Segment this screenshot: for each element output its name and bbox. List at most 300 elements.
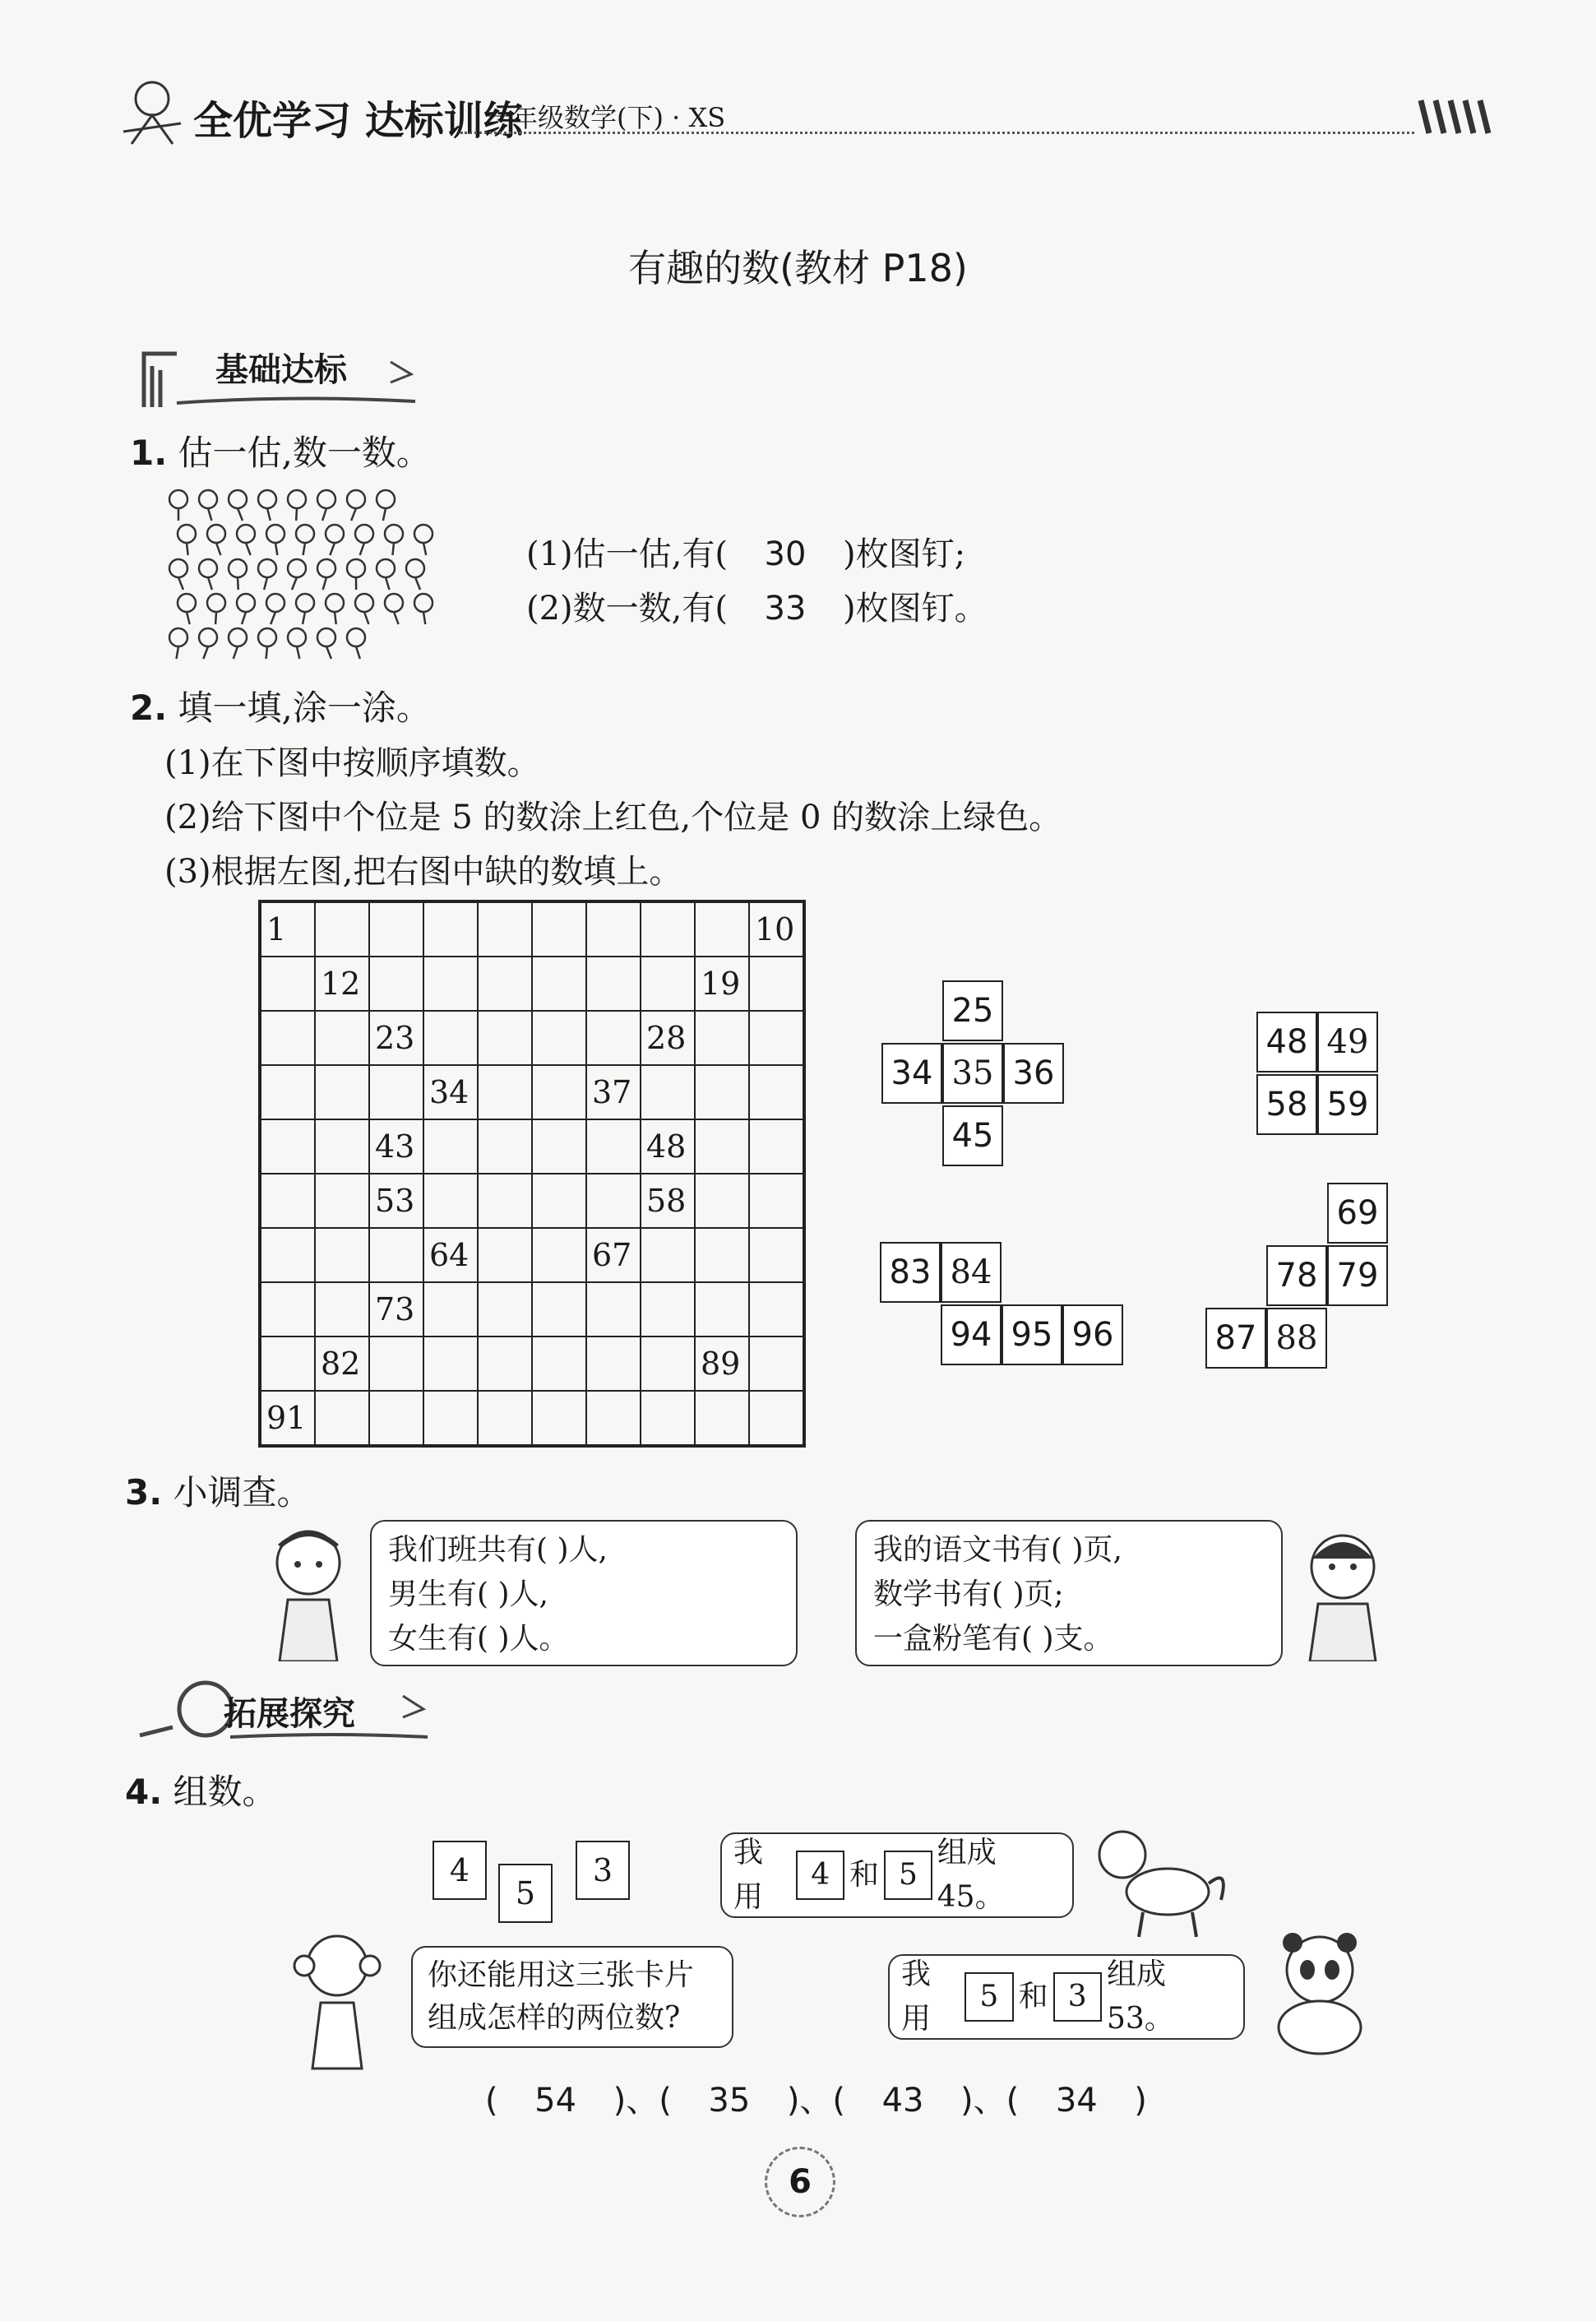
grid-cell-value: 43 [375,1128,415,1165]
grid-cell-value: 12 [321,966,361,1002]
survey-chinese-book[interactable]: 我的语文书有( )页, [873,1533,1122,1567]
q4-answers: ( 54 )、( 35 )、( 43 )、( 34 ) [485,2082,1147,2119]
thumbtack-icon [178,594,196,624]
square-b: 49 [1317,1012,1378,1072]
grid-cell-value [479,1291,483,1327]
grid-cell-value [533,1020,538,1056]
thumbtack-icon [258,559,276,590]
grid-cell-value [261,1237,266,1273]
grid-cell-value [370,1237,375,1273]
grid-cell [695,1337,749,1391]
step2-d[interactable]: 87 [1205,1308,1266,1369]
grid-cell-value [750,1237,755,1273]
cross-bottom[interactable]: 45 [942,1105,1003,1166]
q3-heading [125,1466,312,1515]
horse-text-pre: 我用 [733,1836,764,1914]
grid-cell[interactable] [532,1337,586,1391]
grid-cell[interactable] [532,957,586,1011]
grid-cell-value [750,1291,755,1327]
card-3: 3 [576,1841,630,1900]
grid-cell [260,901,315,957]
q2-heading [130,681,431,730]
grid-cell[interactable] [586,1174,641,1228]
square-d[interactable]: 59 [1317,1074,1378,1135]
grid-cell-value [533,911,538,947]
thumbtack-icon [414,594,433,624]
grid-cell[interactable] [478,1119,532,1174]
grid-cell[interactable] [532,1282,586,1337]
grid-cell-value [316,1183,321,1219]
grid-cell[interactable] [695,901,749,957]
grid-cell[interactable] [641,1282,695,1337]
square-c[interactable]: 58 [1256,1074,1317,1135]
grid-cell[interactable] [315,1011,369,1065]
thumbtack-icon [237,594,255,624]
step1-b: 84 [941,1242,1002,1303]
grid-cell-value [587,911,592,947]
thumbtack-icon [199,559,217,590]
grid-cell-value [424,1020,429,1056]
survey-chalk[interactable]: 一盒粉笔有( )支。 [873,1622,1113,1656]
grid-cell[interactable] [532,1119,586,1174]
grid-cell[interactable] [478,1337,532,1391]
grid-cell-value: 73 [375,1291,415,1327]
section-basic: 基础达标 [215,351,347,389]
grid-cell-value [533,1346,538,1382]
q2-text: 填一填,涂一涂。 [178,688,431,728]
q1-number: 1. [130,433,168,473]
q1-answer-count[interactable]: 33 [764,590,807,628]
grid-cell[interactable] [478,1065,532,1119]
thumbtack-icon [355,525,373,555]
thumbtack-icon [326,525,344,555]
grid-cell [749,901,804,957]
grid-cell[interactable] [478,1228,532,1282]
grid-cell[interactable] [260,1228,315,1282]
grid-cell-value [696,1020,701,1056]
grid-cell-value [641,1074,646,1110]
grid-cell-value [587,1128,592,1165]
grid-cell-value [424,966,429,1002]
q1-line1-prefix: (1)估一估,有( [526,535,728,573]
grid-cell-value [479,1237,483,1273]
grid-cell-value [587,1291,592,1327]
grid-cell[interactable] [586,1011,641,1065]
step2-e: 88 [1266,1308,1327,1369]
step2-b[interactable]: 78 [1266,1245,1327,1306]
q4-answer-2[interactable]: 35 [708,2082,751,2119]
monkey-illustration [280,1925,395,2076]
thumbtack-icon [296,594,314,624]
grid-cell-value [587,966,592,1002]
grid-cell [315,957,369,1011]
grid-row [260,901,804,957]
grid-cell[interactable] [586,1391,641,1446]
grid-cell-value [479,966,483,1002]
grid-cell[interactable] [532,901,586,957]
thumbtack-icon [288,490,306,521]
grid-cell[interactable] [532,1391,586,1446]
grid-cell[interactable] [423,1337,478,1391]
girl-illustration [255,1522,362,1665]
grid-cell-value [424,911,429,947]
panda-text-post: 组成53。 [1106,1957,1174,2036]
monkey-question-line2: 组成怎样的两位数? [428,2001,681,2035]
q4-answer-1[interactable]: 54 [534,2082,577,2119]
grid-cell[interactable] [749,1011,804,1065]
horse-illustration [1085,1818,1233,1944]
grid-cell-value [533,1400,538,1436]
grid-cell[interactable] [532,1174,586,1228]
grid-cell [369,1174,423,1228]
grid-cell[interactable] [749,1174,804,1228]
panda-text-and: 和 [1018,1980,1048,2013]
grid-cell[interactable] [423,1119,478,1174]
grid-cell-value [370,1074,375,1110]
grid-cell-value [750,1400,755,1436]
grid-cell-value [479,1183,483,1219]
grid-row [260,1282,804,1337]
card-5: 5 [498,1864,553,1923]
grid-cell [260,1391,315,1446]
grid-cell-value [533,1291,538,1327]
panda-bubble [888,1954,1245,2040]
step1-c[interactable]: 94 [941,1304,1002,1365]
thumbtack-icon [317,628,335,659]
grid-cell[interactable] [586,957,641,1011]
grid-cell[interactable] [478,901,532,957]
grid-cell[interactable] [260,957,315,1011]
grid-cell[interactable] [423,1282,478,1337]
grid-cell[interactable] [369,1228,423,1282]
grid-cell-value: 91 [266,1400,307,1436]
page-number: 6 [765,2147,835,2217]
grid-cell-value [424,1400,429,1436]
grid-cell[interactable] [532,1011,586,1065]
thumbtack-icon [199,628,217,659]
survey-boys[interactable]: 男生有( )人, [388,1577,548,1611]
grid-cell[interactable] [369,1065,423,1119]
grid-cell[interactable] [423,957,478,1011]
grid-cell-value [370,1346,375,1382]
step1-d[interactable]: 95 [1002,1304,1062,1365]
thumbtack-icon [406,559,424,590]
thumbtack-icon [266,594,285,624]
grid-cell[interactable] [315,901,369,957]
cross-left[interactable]: 34 [881,1043,942,1104]
grid-cell[interactable] [749,1228,804,1282]
grid-cell-value [750,1183,755,1219]
grid-row [260,1011,804,1065]
grid-cell-value [533,966,538,1002]
grid-cell-value [750,966,755,1002]
grid-cell[interactable] [315,1174,369,1228]
grid-cell-value [370,1400,375,1436]
grid-cell[interactable] [695,1228,749,1282]
grid-cell[interactable] [641,957,695,1011]
grid-cell-value [641,911,646,947]
thumbtack-icon [169,628,187,659]
grid-cell [641,1119,695,1174]
thumbtack-icon [229,490,247,521]
q4-text: 组数。 [173,1772,277,1812]
grid-cell-value: 1 [266,911,287,947]
step1-e[interactable]: 96 [1062,1304,1123,1365]
grid-cell-value [424,1183,429,1219]
q2-sub1: (1)在下图中按顺序填数。 [164,744,540,782]
step1-a[interactable]: 83 [880,1242,941,1303]
grid-cell-value [424,1291,429,1327]
grid-cell[interactable] [478,1282,532,1337]
q4-answer-4[interactable]: 34 [1055,2082,1098,2119]
grid-row [260,1337,804,1391]
grid-cell[interactable] [260,1011,315,1065]
grid-cell-value [479,911,483,947]
thumbtacks-image [160,481,456,669]
grid-cell-value: 58 [646,1183,687,1219]
q1-answer-estimate[interactable]: 30 [764,535,807,573]
grid-cell-value [641,1237,646,1273]
grid-cell-value [696,1400,701,1436]
grid-cell[interactable] [423,1391,478,1446]
grid-cell[interactable] [423,1011,478,1065]
q1-line2 [526,582,988,629]
grid-cell[interactable] [695,1119,749,1174]
thumbtack-icon [207,594,225,624]
grid-cell-value: 37 [592,1074,632,1110]
grid-cell-value [370,911,375,947]
grid-cell-value: 53 [375,1183,415,1219]
grid-cell[interactable] [695,1391,749,1446]
q1-line2-prefix: (2)数一数,有( [526,590,728,628]
thumbtack-icon [296,525,314,555]
page-title: 有趣的数(教材 P18) [628,246,968,290]
grid-cell-value [533,1237,538,1273]
q4-number: 4. [125,1772,163,1812]
grid-cell[interactable] [695,1174,749,1228]
grid-cell-value [696,1074,701,1110]
monkey-question-bubble [411,1946,733,2048]
grid-cell[interactable] [369,1337,423,1391]
grid-cell-value [424,1346,429,1382]
horse-text-post: 组成45。 [937,1836,1005,1914]
thumbtack-icon [355,594,373,624]
thumbtack-icon [385,594,403,624]
survey-math-book[interactable]: 数学书有( )页; [873,1577,1064,1611]
monkey-question-line1: 你还能用这三张卡片 [428,1958,695,1992]
grid-cell-value [261,966,266,1002]
grid-cell [641,1174,695,1228]
grid-cell-value [750,1020,755,1056]
grid-cell[interactable] [586,901,641,957]
grid-cell-value [641,1346,646,1382]
survey-class-total[interactable]: 我们班共有( )人, [388,1533,608,1567]
grid-cell-value [587,1020,592,1056]
cross-right[interactable]: 36 [1003,1043,1064,1104]
grid-row [260,1065,804,1119]
grid-cell[interactable] [260,1119,315,1174]
grid-cell[interactable] [586,1119,641,1174]
grid-cell[interactable] [695,1282,749,1337]
grid-cell-value [750,1346,755,1382]
step2-c[interactable]: 79 [1327,1245,1388,1306]
grid-cell[interactable] [478,957,532,1011]
grid-cell[interactable] [695,1011,749,1065]
q3-number: 3. [125,1472,163,1513]
grid-cell[interactable] [695,1065,749,1119]
grid-cell[interactable] [260,1174,315,1228]
grid-cell [315,1337,369,1391]
grid-cell[interactable] [749,1337,804,1391]
cross-top[interactable]: 25 [942,980,1003,1041]
grid-cell [641,1011,695,1065]
grid-cell [369,1011,423,1065]
q4-heading [125,1765,277,1814]
grid-cell-value [479,1074,483,1110]
header-mascot [115,74,189,151]
grid-cell[interactable] [315,1065,369,1119]
grid-cell [586,1228,641,1282]
grid-cell-value [316,1074,321,1110]
thumbtack-icon [169,490,187,521]
grid-row [260,957,804,1011]
thumbtack-icon [317,559,335,590]
grid-cell[interactable] [641,901,695,957]
grid-cell-value: 10 [755,911,795,947]
grid-cell-value [479,1400,483,1436]
grid-cell-value [316,1020,321,1056]
q2-sub2: (2)给下图中个位是 5 的数涂上红色,个位是 0 的数涂上绿色。 [164,799,1062,836]
grid-cell-value [533,1128,538,1165]
grid-cell-value: 28 [646,1020,687,1056]
thumbtack-icon [266,525,285,555]
grid-cell[interactable] [641,1228,695,1282]
horse-bubble [720,1832,1074,1918]
grid-cell-value [641,966,646,1002]
grid-cell[interactable] [423,1174,478,1228]
grid-cell[interactable] [749,957,804,1011]
thumbtack-icon [178,525,196,555]
grid-cell[interactable] [423,901,478,957]
grid-cell[interactable] [586,1282,641,1337]
grid-cell-value [750,1074,755,1110]
grid-cell-value [479,1128,483,1165]
thumbtack-icon [207,525,225,555]
grid-cell[interactable] [478,1011,532,1065]
grid-cell[interactable] [641,1065,695,1119]
grid-cell-value [696,1183,701,1219]
thumbtack-icon [347,490,365,521]
horse-digit-a: 4 [796,1851,844,1900]
q3-text: 小调查。 [173,1472,312,1513]
step2-a[interactable]: 69 [1327,1183,1388,1244]
grid-cell-value [316,1400,321,1436]
q4-answer-3[interactable]: 43 [881,2082,924,2119]
square-a[interactable]: 48 [1256,1012,1317,1072]
thumbtack-icon [288,559,306,590]
grid-cell[interactable] [260,1065,315,1119]
grid-cell [423,1065,478,1119]
grid-cell [695,957,749,1011]
grid-cell-value [424,1128,429,1165]
grid-cell-value [587,1183,592,1219]
grid-cell-value: 64 [429,1237,470,1273]
q1-text: 估一估,数一数。 [178,433,431,473]
grid-cell[interactable] [260,1282,315,1337]
thumbtack-icon [258,628,276,659]
grid-cell-value [261,1074,266,1110]
grid-cell[interactable] [641,1337,695,1391]
boy-illustration [1289,1522,1396,1665]
thumbtack-icon [237,525,255,555]
grid-cell-value [479,1346,483,1382]
grid-cell[interactable] [369,1391,423,1446]
grid-cell[interactable] [369,957,423,1011]
grid-cell-value [261,1291,266,1327]
grid-cell-value: 89 [701,1346,741,1382]
q1-line1-suffix: )枚图钉; [842,535,966,573]
grid-cell[interactable] [641,1391,695,1446]
grid-cell[interactable] [369,901,423,957]
grid-cell [586,1065,641,1119]
grid-cell[interactable] [315,1391,369,1446]
grid-cell[interactable] [749,1282,804,1337]
header-stripes-icon [1414,99,1497,138]
grid-cell[interactable] [478,1391,532,1446]
q1-line2-suffix: )枚图钉。 [842,590,988,628]
q1-line1 [526,528,965,575]
card-4: 4 [433,1841,487,1900]
grid-cell[interactable] [749,1119,804,1174]
panda-digit-b: 3 [1053,1972,1102,2022]
grid-cell[interactable] [260,1337,315,1391]
panda-illustration [1258,1925,1381,2059]
grid-cell[interactable] [315,1228,369,1282]
header-brand: 全优学习 达标训练 [193,98,523,144]
thumbtack-icon [377,490,395,521]
grid-cell-value [750,1128,755,1165]
survey-girls[interactable]: 女生有( )人。 [388,1622,569,1656]
grid-cell[interactable] [315,1282,369,1337]
grid-cell[interactable] [586,1337,641,1391]
hundred-grid [258,900,806,1448]
grid-cell-value [696,911,701,947]
header-subtitle: 一年级数学(下) · XS [485,102,726,133]
grid-cell-value [261,1128,266,1165]
grid-cell-value: 82 [321,1346,361,1382]
grid-cell-value [316,1291,321,1327]
grid-cell-value: 48 [646,1128,687,1165]
panda-text-pre: 我用 [901,1957,932,2036]
grid-row [260,1391,804,1446]
grid-cell-value [696,1291,701,1327]
grid-cell[interactable] [315,1119,369,1174]
panda-digit-a: 5 [965,1972,1013,2022]
section-explore: 拓展探究 [224,1695,355,1733]
grid-cell[interactable] [532,1065,586,1119]
grid-cell-value [641,1291,646,1327]
horse-text-and: 和 [849,1858,880,1892]
grid-cell-value [316,1237,321,1273]
grid-cell [369,1282,423,1337]
grid-row [260,1174,804,1228]
grid-cell[interactable] [749,1065,804,1119]
grid-cell[interactable] [478,1174,532,1228]
grid-cell-value: 34 [429,1074,470,1110]
q2-sub3: (3)根据左图,把右图中缺的数填上。 [164,853,682,891]
grid-cell[interactable] [532,1228,586,1282]
grid-cell[interactable] [749,1391,804,1446]
